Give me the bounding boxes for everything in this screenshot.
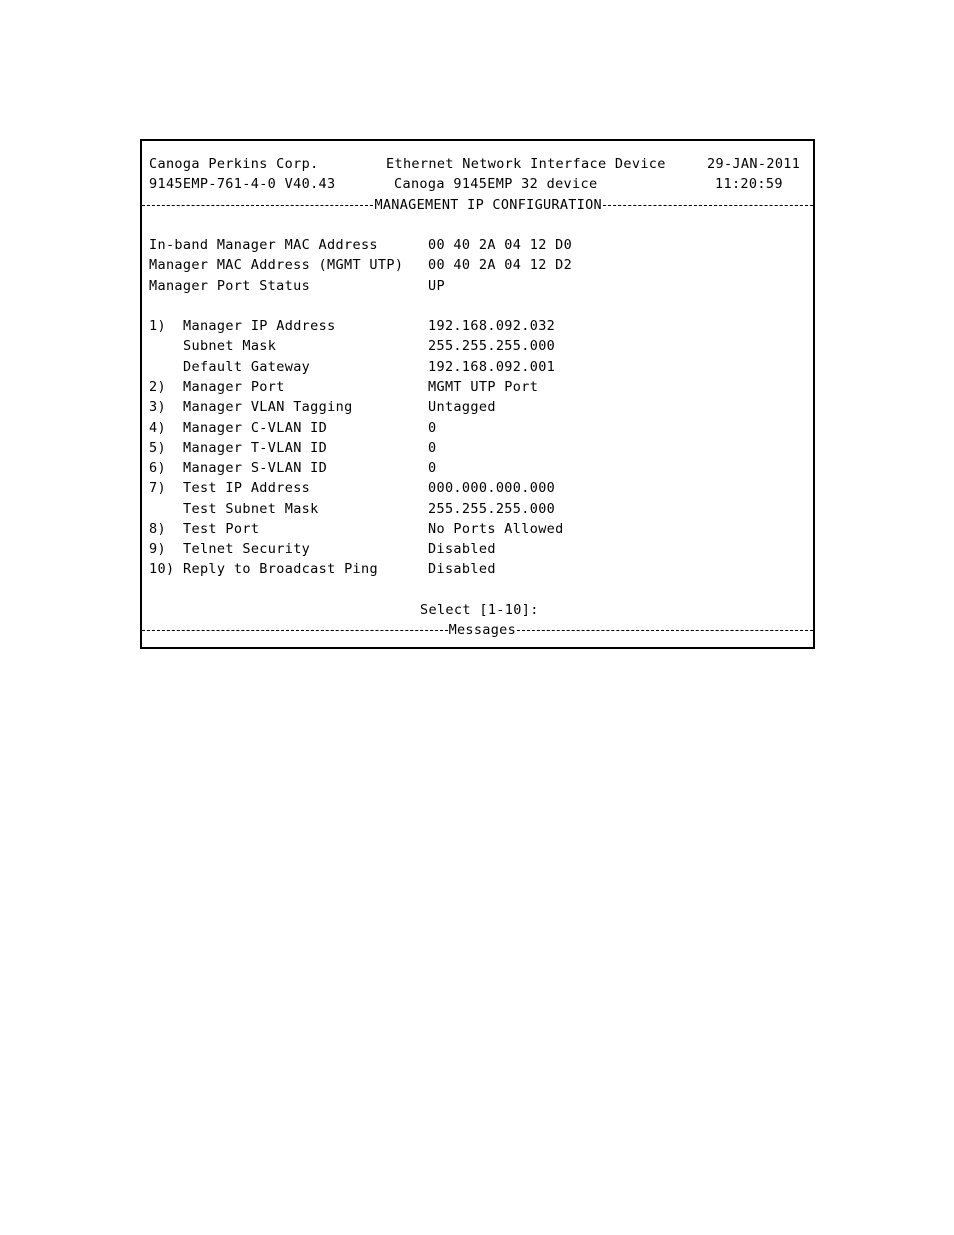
company-name: Canoga Perkins Corp. bbox=[149, 156, 319, 172]
menu-label: Telnet Security bbox=[183, 541, 311, 557]
info-label: Manager Port Status bbox=[149, 278, 311, 294]
device-name: Canoga 9145EMP 32 device bbox=[394, 176, 598, 192]
menu-number: 4) bbox=[149, 420, 166, 436]
info-label: In-band Manager MAC Address bbox=[149, 237, 378, 253]
menu-value: No Ports Allowed bbox=[428, 521, 564, 537]
messages-title: Messages bbox=[448, 622, 516, 638]
menu-label: Test Port bbox=[183, 521, 260, 537]
info-label: Manager MAC Address (MGMT UTP) bbox=[149, 257, 404, 273]
menu-label: Manager T-VLAN ID bbox=[183, 440, 328, 456]
divider-dashes-left bbox=[142, 630, 448, 631]
menu-label: Manager S-VLAN ID bbox=[183, 460, 328, 476]
info-value: 00 40 2A 04 12 D2 bbox=[428, 257, 573, 273]
menu-number: 3) bbox=[149, 399, 166, 415]
menu-number: 7) bbox=[149, 480, 166, 496]
menu-value: 0 bbox=[428, 460, 437, 476]
menu-value: Disabled bbox=[428, 541, 496, 557]
menu-value: Disabled bbox=[428, 561, 496, 577]
menu-label: Manager VLAN Tagging bbox=[183, 399, 353, 415]
menu-number: 8) bbox=[149, 521, 166, 537]
menu-value: 192.168.092.032 bbox=[428, 318, 556, 334]
menu-label: Test IP Address bbox=[183, 480, 311, 496]
menu-number: 2) bbox=[149, 379, 166, 395]
section-divider bbox=[142, 197, 813, 213]
section-title: MANAGEMENT IP CONFIGURATION bbox=[374, 197, 602, 213]
menu-value: 192.168.092.001 bbox=[428, 359, 556, 375]
menu-number: 5) bbox=[149, 440, 166, 456]
messages-divider bbox=[142, 622, 813, 638]
menu-label: Reply to Broadcast Ping bbox=[183, 561, 378, 577]
info-value: 00 40 2A 04 12 D0 bbox=[428, 237, 573, 253]
menu-label: Default Gateway bbox=[183, 359, 311, 375]
menu-value: 255.255.255.000 bbox=[428, 338, 556, 354]
menu-number: 6) bbox=[149, 460, 166, 476]
divider-dashes-right bbox=[603, 205, 813, 206]
menu-number: 1) bbox=[149, 318, 166, 334]
menu-number: 10) bbox=[149, 561, 175, 577]
firmware-version: 9145EMP-761-4-0 V40.43 bbox=[149, 176, 336, 192]
info-value: UP bbox=[428, 278, 445, 294]
menu-value: Untagged bbox=[428, 399, 496, 415]
menu-value: 255.255.255.000 bbox=[428, 501, 556, 517]
system-date: 29-JAN-2011 bbox=[707, 156, 801, 172]
menu-label: Manager IP Address bbox=[183, 318, 336, 334]
product-name: Ethernet Network Interface Device bbox=[386, 156, 666, 172]
menu-number: 9) bbox=[149, 541, 166, 557]
menu-label: Manager C-VLAN ID bbox=[183, 420, 328, 436]
divider-dashes-right bbox=[517, 630, 813, 631]
menu-value: 000.000.000.000 bbox=[428, 480, 556, 496]
menu-label: Subnet Mask bbox=[183, 338, 277, 354]
terminal-window bbox=[140, 139, 815, 649]
menu-value: MGMT UTP Port bbox=[428, 379, 539, 395]
menu-value: 0 bbox=[428, 440, 437, 456]
menu-label: Manager Port bbox=[183, 379, 285, 395]
menu-value: 0 bbox=[428, 420, 437, 436]
system-time: 11:20:59 bbox=[715, 176, 783, 192]
divider-dashes-left bbox=[142, 205, 373, 206]
menu-label: Test Subnet Mask bbox=[183, 501, 319, 517]
select-prompt[interactable]: Select [1-10]: bbox=[420, 602, 539, 618]
